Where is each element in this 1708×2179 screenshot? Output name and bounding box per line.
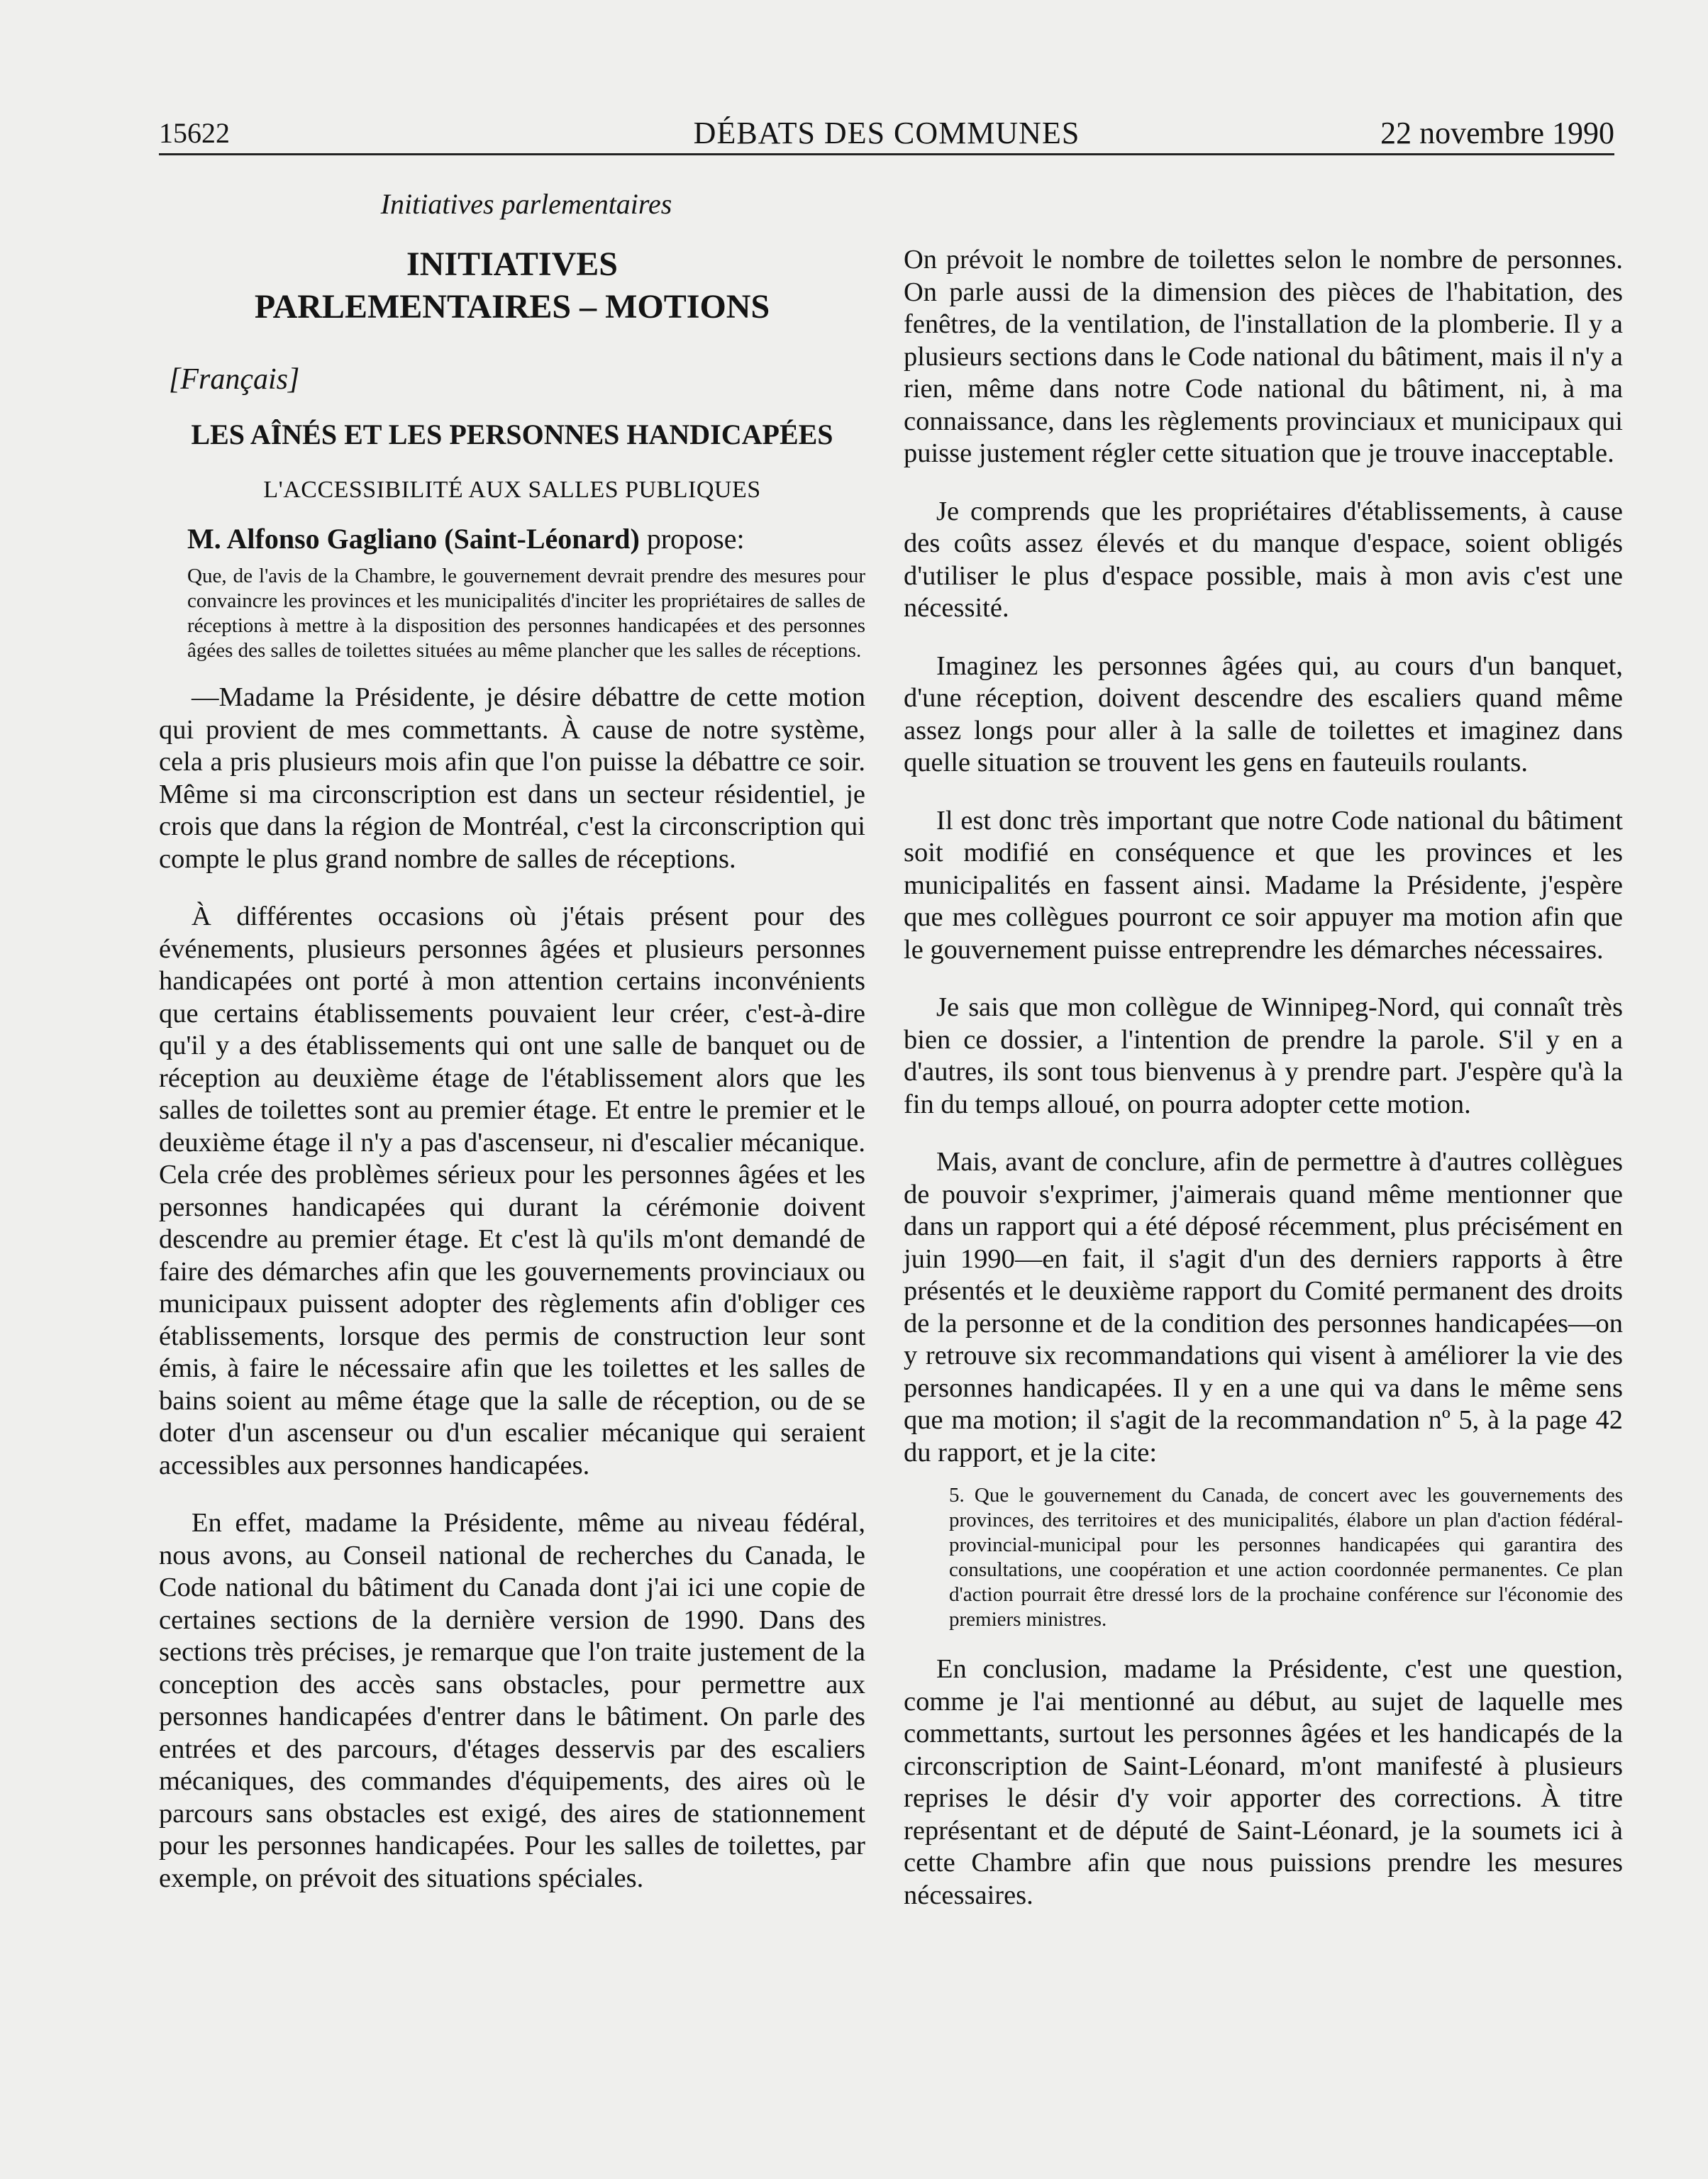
- proposer-name: M. Alfonso Gagliano (Saint-Léonard): [187, 523, 640, 555]
- subject-heading: L'ACCESSIBILITÉ AUX SALLES PUBLIQUES: [263, 477, 761, 503]
- recommendation-quote: 5. Que le gouvernement du Canada, de concert avec les gouvernements des provinces, des territoires et des municipalités, élabore un plan d'action fédéral-provincial-municipal pour les personnes handicapées qui garantira des consultations, une coopération et une action coordonnée permanentes. Ce plan d'action pourrait être dressé lors de la prochaine conférence sur l'économie des premiers ministres.: [949, 1484, 1623, 1631]
- subheading: LES AÎNÉS ET LES PERSONNES HANDICAPÉES: [191, 418, 833, 450]
- motion-text: Que, de l'avis de la Chambre, le gouvernement devrait prendre des mesures pour convaincre les provinces et les municipalités d'inciter les propriétaires de salles de réceptions à mettre à la disposition des personnes handicapées et des personnes âgées des salles de toilettes situées au même plancher que les salles de réceptions.: [187, 565, 865, 662]
- paragraph: —Madame la Présidente, je désire débattre de cette motion qui provient de mes commettants. À cause de notre système, cela a pris plusieurs mois afin que l'on puisse la débattre ce soir. Même si ma circonscription est dans un secteur résidentiel, je crois que dans la région de Montréal, c'est la circonscription qui compte le plus grand nombre de salles de réceptions.: [159, 682, 865, 874]
- paragraph: Il est donc très important que notre Code national du bâtiment soit modifié en conséquence et que les provinces et les municipalités en fassent ainsi. Madame la Présidente, j'espère que mes collègues pourront ce soir appuyer ma motion afin que le gouvernement puisse entreprendre les démarches nécessaires.: [904, 805, 1623, 965]
- main-heading-line2: PARLEMENTAIRES – MOTIONS: [254, 288, 770, 326]
- language-tag: [Français]: [169, 363, 300, 396]
- right-column: [904, 244, 1623, 1937]
- section-label: Initiatives parlementaires: [380, 188, 672, 220]
- paragraph: En effet, madame la Présidente, même au niveau fédéral, nous avons, au Conseil national de recherches du Canada, le Code national du bâtiment du Canada dont j'ai ici une copie de certaines sections de la dernière version de 1990. Dans des sections très précises, je remarque que l'on traite justement de la conception des accès sans obstacles, pour permettre aux personnes handicapées d'entrer dans le bâtiment. On parle des entrées et des parcours, d'étages desservis par des escaliers mécaniques, des commandes d'équipements, des aires où le parcours sans obstacles est exigé, des aires de stationnement pour les personnes handicapées. Pour les salles de toilettes, par exemple, on prévoit des situations spéciales.: [159, 1508, 865, 1893]
- proposer-verb: propose:: [639, 523, 745, 555]
- closing-paragraph: En conclusion, madame la Présidente, c'est une question, comme je l'ai mentionné au début, au sujet de laquelle mes commettants, surtout les personnes âgées et les handicapés de la circonscription de Saint-Léonard, m'ont manifesté à plusieurs reprises le désir d'y voir apporter des corrections. À titre représentant et de député de Saint-Léonard, je la soumets ici à cette Chambre afin que nous puissions prendre les mesures nécessaires.: [904, 1654, 1623, 1910]
- main-heading-line1: INITIATIVES: [406, 245, 618, 283]
- main-heading: [159, 243, 865, 328]
- paragraph: On prévoit le nombre de toilettes selon le nombre de personnes. On parle aussi de la dimension des pièces de l'habitation, des fenêtres, de la ventilation, de l'installation de la plomberie. Il y a plusieurs sections dans le Code national du bâtiment, mais il n'y a rien, même dans notre Code national du bâtiment, ni, à ma connaissance, dans les règlements provinciaux et municipaux qui puisse justement régler cette situation que je trouve inacceptable.: [904, 245, 1623, 468]
- paragraph: Je comprends que les propriétaires d'établissements, à cause des coûts assez élevés et du manque d'espace, soient obligés d'utiliser le plus d'espace possible, mais à mon avis c'est une nécessité.: [904, 496, 1623, 623]
- paragraph: À différentes occasions où j'étais présent pour des événements, plusieurs personnes âgées et plusieurs personnes handicapées ont porté à mon attention certains inconvénients que certains établissements pouvaient leur créer, c'est-à-dire qu'il y a des établissements qui ont une salle de banquet ou de réception au deuxième étage de l'établissement alors que les salles de toilettes sont au premier étage. Et entre le premier et le deuxième étage il n'y a pas d'ascenseur, ni d'escalier mécanique. Cela crée des problèmes sérieux pour les personnes âgées et les personnes handicapées qui durant la cérémonie doivent descendre au premier étage. Et c'est là qu'ils m'ont demandé de faire des démarches afin que les gouvernements provinciaux ou municipaux puissent adopter des règlements afin d'obliger ces établissements, lorsque des permis de construction leur sont émis, à faire le nécessaire afin que les toilettes et les salles de bains soient au même étage que la salle de réception, ou de se doter d'un ascenseur ou d'un escalier mécanique qui seraient accessibles aux personnes handicapées.: [159, 902, 865, 1480]
- left-column: [159, 184, 865, 1920]
- proposer-line: [187, 522, 865, 555]
- paragraph: Imaginez les personnes âgées qui, au cours d'un banquet, d'une réception, doivent descendre des escaliers quand même assez longs pour aller à la salle de toilettes et imaginez dans quelle situation se trouvent les gens en fauteuils roulants.: [904, 650, 1623, 777]
- paragraph: Mais, avant de conclure, afin de permettre à d'autres collègues de pouvoir s'exprimer, j'aimerais quand même mentionner que dans un rapport qui a été déposé récemment, plus précisément en juin 1990—en fait, il s'agit d'un des derniers rapports à être présentés et le deuxième rapport du Comité permanent des droits de la personne et de la condition des personnes handicapées—on y retrouve six recommandations qui visent à améliorer la vie des personnes handicapées. Il y en a une qui va dans le même sens que ma motion; il s'agit de la recommandation nº 5, à la page 42 du rapport, et je la cite:: [904, 1147, 1623, 1468]
- paragraph: Je sais que mon collègue de Winnipeg-Nord, qui connaît très bien ce dossier, a l'intention de prendre la parole. S'il y en a d'autres, ils sont tous bienvenus à y prendre part. J'espère qu'à la fin du temps alloué, on pourra adopter cette motion.: [904, 992, 1623, 1119]
- issue-date: 22 novembre 1990: [1380, 116, 1614, 150]
- page-header: [159, 113, 1614, 155]
- page-number: 15622: [159, 117, 230, 149]
- publication-title: DÉBATS DES COMMUNES: [693, 116, 1080, 150]
